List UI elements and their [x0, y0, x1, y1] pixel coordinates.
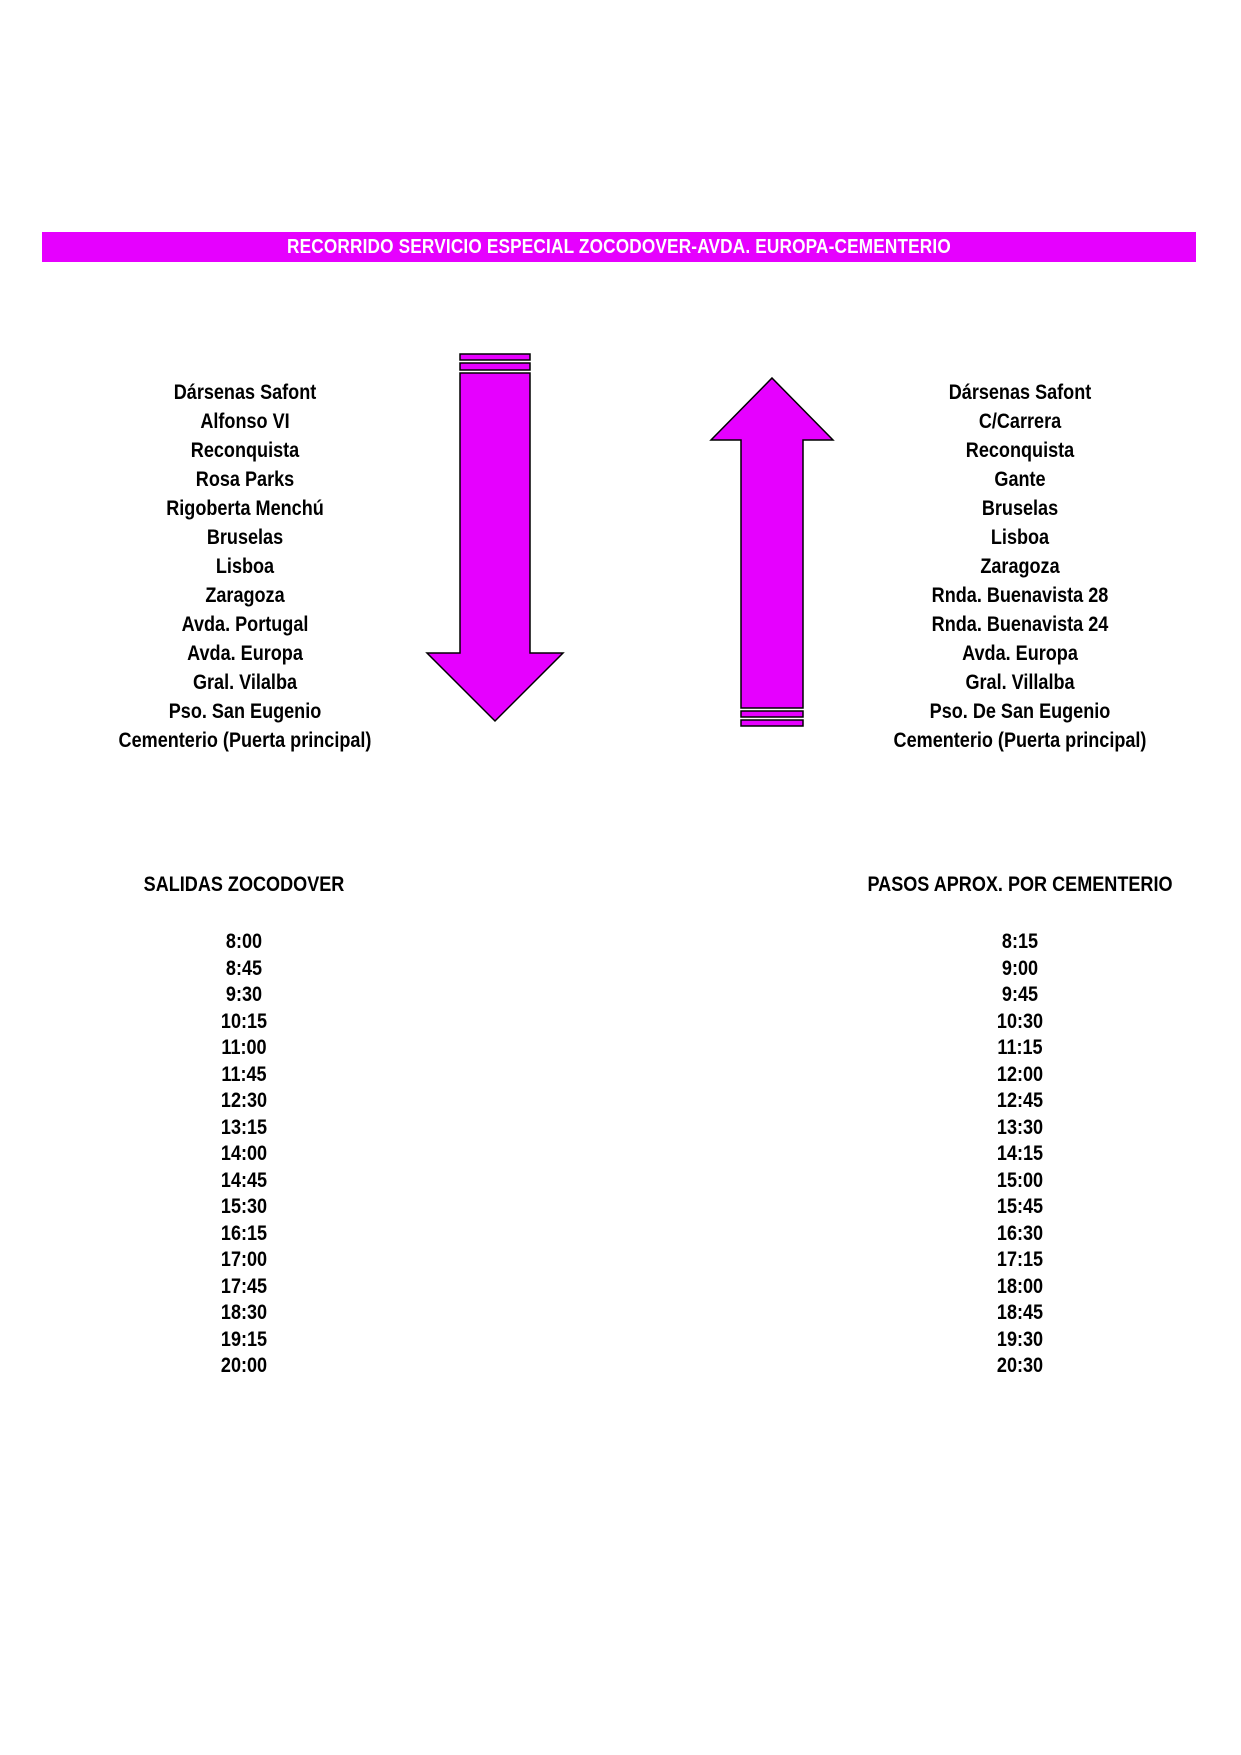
departure-time: 15:30: [220, 1195, 268, 1218]
return-stop: Zaragoza: [980, 555, 1060, 578]
outbound-stop: Alfonso VI: [200, 410, 290, 433]
departure-time: 16:15: [220, 1221, 268, 1245]
return-stop: Reconquista: [965, 439, 1075, 462]
outbound-stop: Dársenas Safont: [173, 381, 317, 404]
page-title: RECORRIDO SERVICIO ESPECIAL ZOCODOVER-AVDA. EUROPA-CEMENTERIO: [287, 235, 951, 258]
departure-time: 13:15: [220, 1115, 268, 1139]
pass-time: 16:30: [996, 1221, 1044, 1245]
arrow-up-cap-bar: [741, 711, 803, 717]
arrow-down-cap-bar: [460, 354, 530, 360]
return-stop: Dársenas Safont: [948, 381, 1092, 404]
arrow-up-cap-bar: [741, 720, 803, 726]
pass-time: 18:00: [996, 1274, 1044, 1298]
departure-time: 14:45: [220, 1168, 268, 1192]
pass-time: 19:30: [996, 1327, 1044, 1351]
pass-time: 12:45: [996, 1089, 1044, 1112]
outbound-stop: Cementerio (Puerta principal): [118, 729, 372, 752]
pass-time: 10:30: [996, 1009, 1044, 1033]
outbound-stop: Avda. Europa: [187, 642, 303, 665]
return-stop: Gante: [994, 468, 1046, 491]
arrow-down-icon: [425, 352, 565, 725]
return-stop: Rnda. Buenavista 28: [931, 584, 1109, 607]
passes-header: PASOS APROX. POR CEMENTERIO: [867, 873, 1173, 896]
return-stop: Cementerio (Puerta principal): [893, 729, 1147, 752]
departure-time: 20:00: [220, 1354, 268, 1377]
departure-time: 17:45: [220, 1274, 268, 1298]
outbound-stop: Gral. Vilalba: [192, 671, 298, 694]
return-stop: Lisboa: [990, 526, 1050, 549]
passes-list: [920, 929, 1120, 1380]
departure-time: 17:00: [220, 1248, 268, 1271]
pass-time: 14:15: [996, 1142, 1044, 1165]
pass-time: 13:30: [996, 1115, 1044, 1139]
pass-time: 20:30: [996, 1354, 1044, 1377]
arrow-down-body: [427, 373, 563, 721]
outbound-stop: Rosa Parks: [195, 468, 295, 491]
departure-time: 19:15: [220, 1327, 268, 1351]
outbound-stop: Pso. San Eugenio: [168, 700, 322, 723]
arrow-down-cap-bar: [460, 363, 530, 370]
departure-time: 14:00: [220, 1142, 268, 1165]
pass-time: 15:45: [996, 1195, 1044, 1218]
outbound-stop: Zaragoza: [205, 584, 285, 607]
departure-time: 10:15: [220, 1009, 268, 1033]
pass-time: 15:00: [996, 1168, 1044, 1192]
return-stop: Avda. Europa: [962, 642, 1078, 665]
pass-time: 9:45: [1001, 983, 1039, 1006]
pass-time: 11:15: [997, 1036, 1043, 1059]
return-stop: Pso. De San Eugenio: [929, 700, 1111, 723]
outbound-stop: Bruselas: [206, 526, 284, 549]
outbound-stop: Reconquista: [190, 439, 300, 462]
return-stop: Bruselas: [981, 497, 1059, 520]
departure-time: 8:45: [225, 956, 263, 980]
title-banner: [42, 232, 1196, 262]
outbound-stop-list: [35, 378, 455, 755]
outbound-stop: Lisboa: [215, 555, 275, 578]
return-stop: Rnda. Buenavista 24: [931, 613, 1109, 636]
departure-time: 11:45: [221, 1062, 267, 1086]
pass-time: 17:15: [996, 1248, 1044, 1271]
departures-header: SALIDAS ZOCODOVER: [143, 873, 345, 896]
pass-time: 12:00: [996, 1062, 1044, 1086]
return-stop-list: [810, 378, 1230, 755]
departure-time: 12:30: [220, 1089, 268, 1112]
pass-time: 18:45: [996, 1301, 1044, 1324]
departure-time: 11:00: [221, 1036, 267, 1059]
departure-time: 18:30: [220, 1301, 268, 1324]
outbound-stop: Avda. Portugal: [181, 613, 309, 636]
return-stop: C/Carrera: [978, 410, 1062, 433]
outbound-stop: Rigoberta Menchú: [166, 497, 324, 520]
departures-list: [144, 929, 344, 1380]
pass-time: 9:00: [1001, 956, 1039, 980]
return-stop: Gral. Villalba: [965, 671, 1075, 694]
pass-time: 8:15: [1001, 930, 1039, 953]
departure-time: 8:00: [225, 930, 263, 953]
departure-time: 9:30: [225, 983, 263, 1006]
